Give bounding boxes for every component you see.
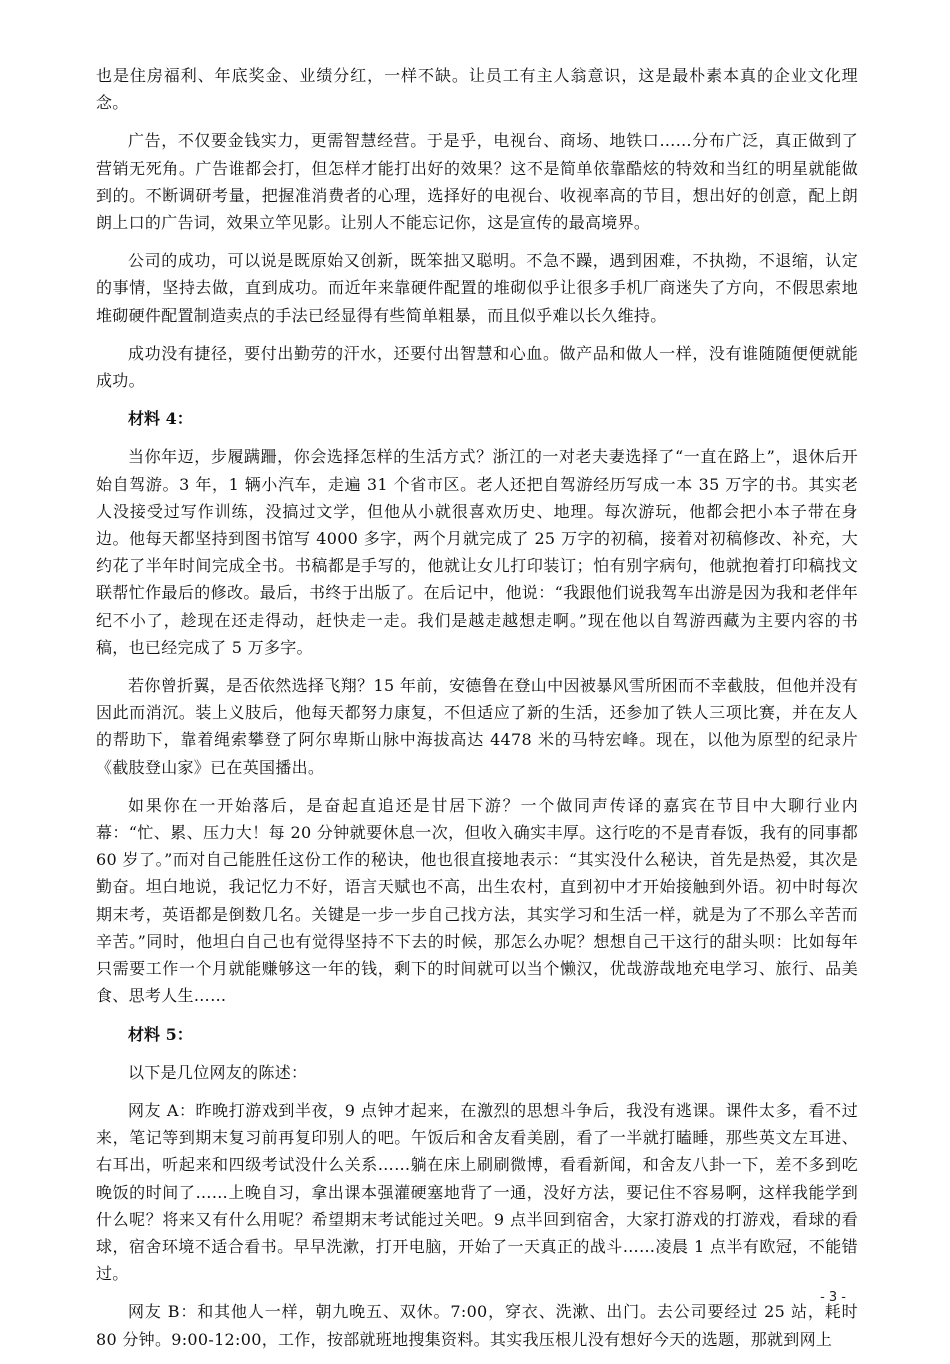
paragraph-9: 网友 A：昨晚打游戏到半夜，9 点钟才起来，在激烈的思想斗争后，我没有逃课。课件太多，看不过来，笔记等到期末复习前再复印别人的吧。午饭后和舍友看美剧，看了一半就打瞌睡，那些英文左耳进、右耳出，听起来和四级考试没什么关系……躺在床上刷刷微博，看看新闻，和舍友八卦一下，差不多到吃晚饭的时间了……上晚自习，拿出课本强灌硬塞地背了一通，没好方法，要记住不容易啊，这样我能学到什么呢？将来又有什么用呢？希望期末考试能过关吧。9 点半回到宿舍，大家打游戏的打游戏，看球的看球，宿舍环境不适合看书。早早洗漱，打开电脑，开始了一天真正的战斗……凌晨 1 点半有欧冠，不能错过。	[96, 1100, 858, 1284]
paragraph-6: 若你曾折翼，是否依然选择飞翔？15 年前，安德鲁在登山中因被暴风雪所困而不幸截肢，但他并没有因此而消沉。装上义肢后，他每天都努力康复，不但适应了新的生活，还参加了铁人三项比赛，并在友人的帮助下，靠着绳索攀登了阿尔卑斯山脉中海拔高达 4478 米的马特宏峰。现在，以他为原型的纪录片《截肢登山家》已在英国播出。	[96, 676, 858, 777]
paragraph-1: 也是住房福利、年底奖金、业绩分红，一样不缺。让员工有主人翁意识，这是最朴素本真的企业文化理念。	[96, 66, 858, 113]
section-heading-material-5: 材料 5：	[128, 1024, 193, 1044]
paragraph-10: 网友 B：和其他人一样，朝九晚五、双休。7:00，穿衣、洗漱、出门。去公司要经过 25 站，耗时 80 分钟。9:00-12:00，工作，按部就班地搜集资料。其实我压根儿没有想好今天的选题，那就到网上	[96, 1302, 858, 1349]
paragraph-4: 成功没有捷径，要付出勤劳的汗水，还要付出智慧和心血。做产品和做人一样，没有谁随随便便就能成功。	[96, 343, 858, 391]
paragraph-5: 当你年迈，步履蹒跚，你会选择怎样的生活方式？浙江的一对老夫妻选择了“一直在路上”，退休后开始自驾游。3 年，1 辆小汽车，走遍 31 个省市区。老人还把自驾游经历写成一本 35 万字的书。其实老人没接受过写作训练，没搞过文学，但他从小就很喜欢历史、地理。每次游玩，他都会把小本子带在身边。他每天都坚持到图书馆写 4000 多字，两个月就完成了 25 万字的初稿，接着对初稿修改、补充，大约花了半年时间完成全书。书稿都是手写的，他就让女儿打印装订；怕有别字病句，他就抱着打印稿找文联帮忙作最后的修改。最后，书终于出版了。在后记中，他说：“我跟他们说我驾车出游是因为我和老伴年纪不小了，趁现在还走得动，赶快走一走。我们是越走越想走啊。”现在他以自驾游西藏为主要内容的书稿，也已经完成了 5 万多字。	[96, 447, 858, 657]
paragraph-7: 如果你在一开始落后，是奋起直追还是甘居下游？一个做同声传译的嘉宾在节目中大聊行业内幕：“忙、累、压力大！每 20 分钟就要休息一次，但收入确实丰厚。这行吃的不是青春饭，我有的同事都 60 岁了。”而对自己能胜任这份工作的秘诀，他也很直接地表示：“其实没什么秘诀，首先是热爱，其次是勤奋。坦白地说，我记忆力不好，语言天赋也不高，出生农村，直到初中才开始接触到外语。初中时每次期末考，英语都是倒数几名。关键是一步一步自己找方法，其实学习和生活一样，就是为了不那么辛苦而辛苦。”同时，他坦白自己也有觉得坚持不下去的时候，那怎么办呢？想想自己干这行的甜头呗：比如每年只需要工作一个月就能赚够这一年的钱，剩下的时间就可以当个懒汉，优哉游哉地充电学习、旅行、品美食、思考人生……	[96, 795, 858, 1006]
document-body	[96, 62, 858, 1364]
paragraph-2: 广告，不仅要金钱实力，更需智慧经营。于是乎，电视台、商场、地铁口……分布广泛，真正做到了营销无死角。广告谁都会打，但怎样才能打出好的效果？这不是简单依靠酷炫的特效和当红的明星就能做到的。不断调研考量，把握准消费者的心理，选择好的电视台、收视率高的节目，想出好的创意，配上朗朗上口的广告词，效果立竿见影。让别人不能忘记你，这是宣传的最高境界。	[96, 131, 858, 233]
section-heading-material-4: 材料 4：	[128, 409, 193, 429]
page-number: - 3 -	[820, 1290, 846, 1305]
paragraph-8: 以下是几位网友的陈述：	[128, 1062, 308, 1082]
paragraph-3: 公司的成功，可以说是既原始又创新，既笨拙又聪明。不急不躁，遇到困难，不执拗，不退缩，认定的事情，坚持去做，直到成功。而近年来靠硬件配置的堆砌似乎让很多手机厂商迷失了方向，不假思索地堆砌硬件配置制造卖点的手法已经显得有些简单粗暴，而且似乎难以长久维持。	[96, 251, 858, 325]
